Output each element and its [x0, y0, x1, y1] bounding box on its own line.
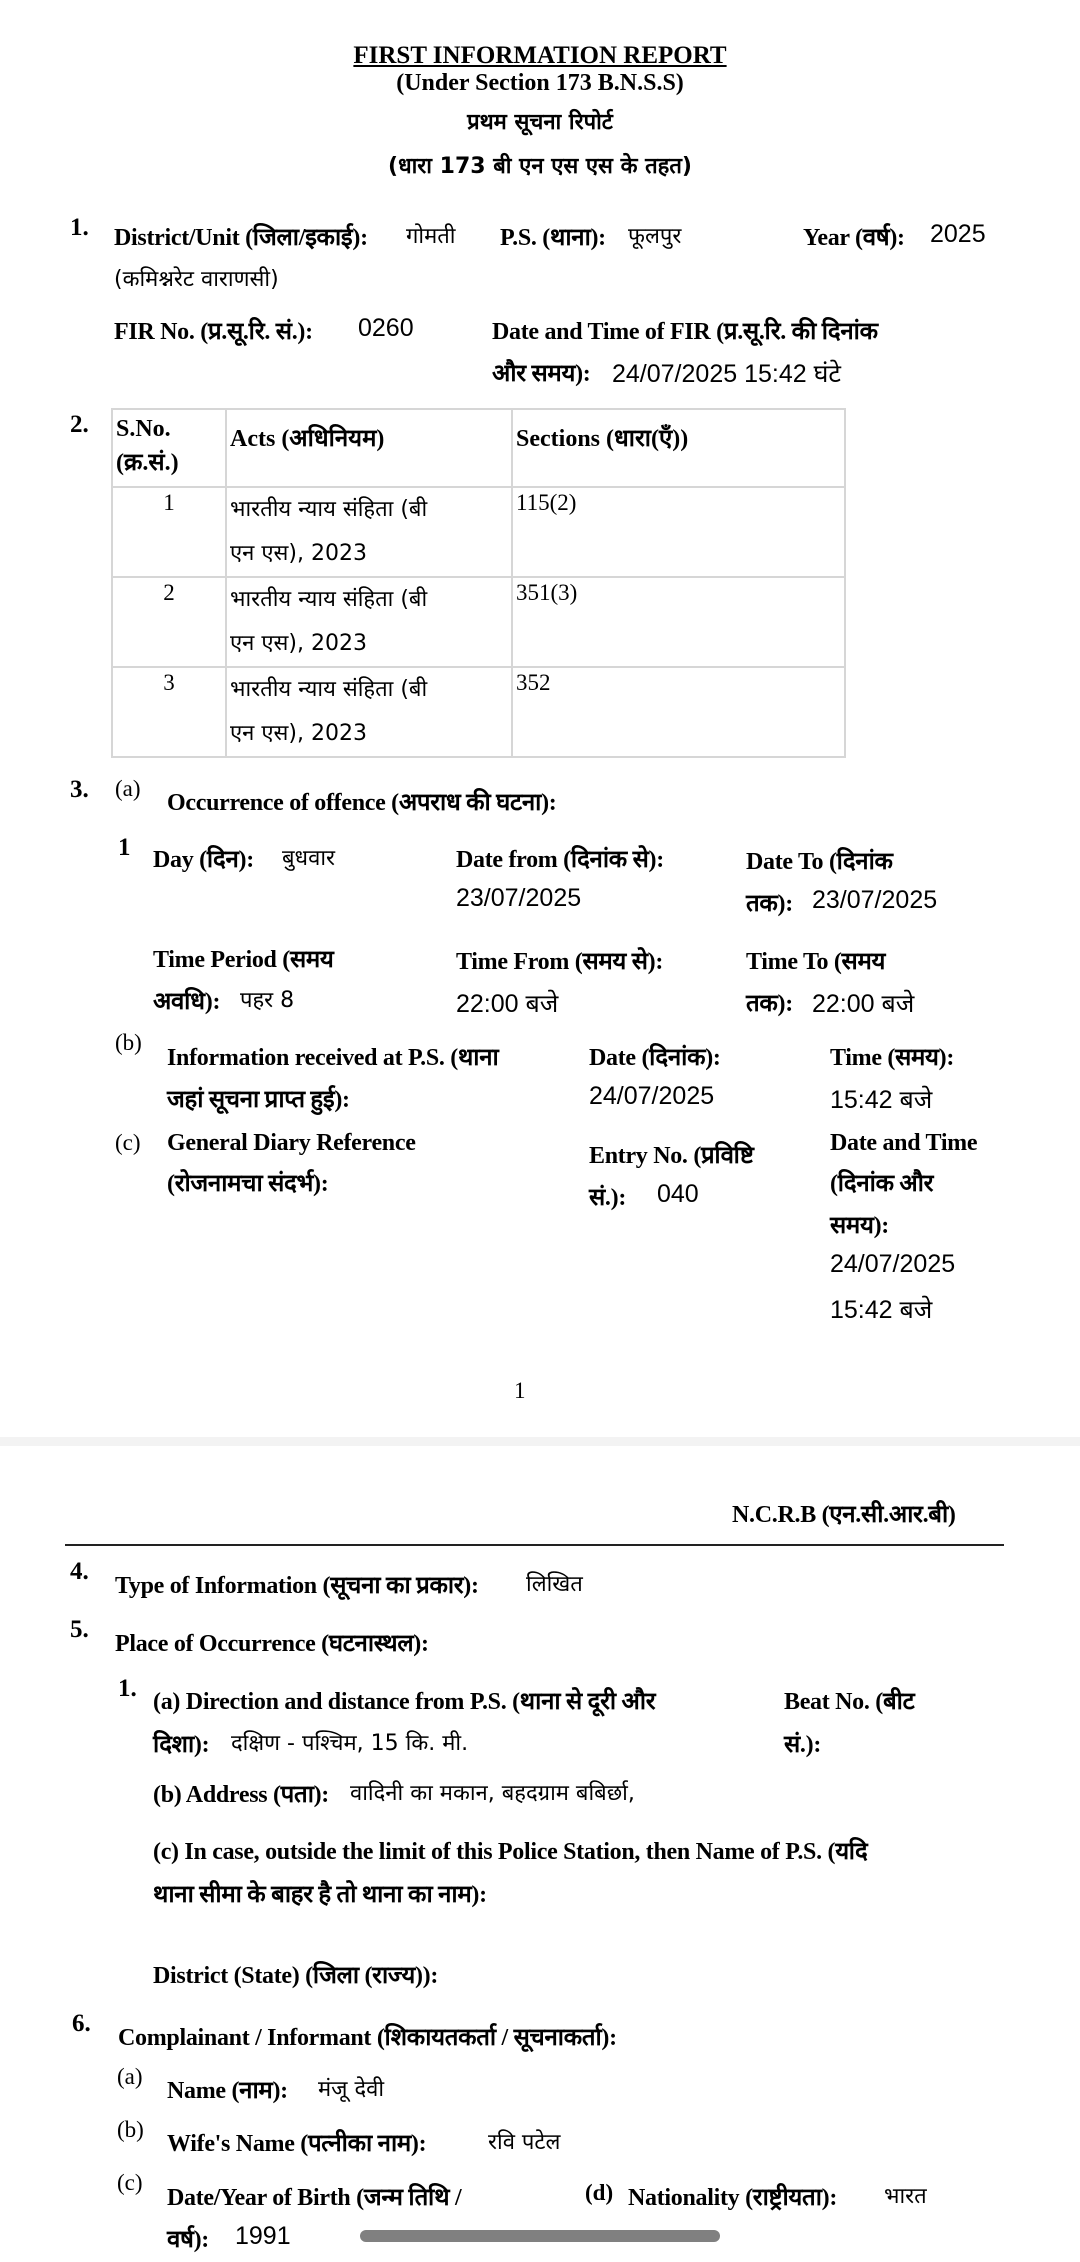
section-number: 5.: [70, 1616, 89, 1643]
row-sno: 2: [163, 580, 175, 605]
table-row: [112, 667, 845, 757]
district-value-line2: (कमिश्नरेट वाराणसी): [114, 267, 279, 292]
row-section: 115(2): [516, 490, 577, 515]
info-time-value: 15:42 बजे: [830, 1086, 933, 1114]
time-period-label-line2: अवधि):: [153, 989, 221, 1015]
occurrence-label: Occurrence of offence (अपराध की घटना):: [167, 790, 557, 816]
document-title: FIRST INFORMATION REPORT: [353, 42, 727, 69]
row-act: भारतीय न्याय संहिता (बी एन एस), 2023: [230, 497, 428, 566]
fir-no-label: FIR No. (प्र.सू.रि. सं.):: [114, 319, 313, 345]
page-number: 1: [514, 1378, 526, 1403]
gd-datetime-label: Date and Time: [830, 1130, 978, 1156]
row-section: 351(3): [516, 580, 578, 605]
page-break: [0, 1437, 1080, 1446]
dob-label-line2: वर्ष):: [167, 2227, 210, 2253]
document-title-hindi: प्रथम सूचना रिपोर्ट: [467, 110, 613, 135]
district-state-label: District (State) (जिला (राज्य)):: [153, 1963, 439, 1989]
acts-sections-table: [111, 408, 846, 758]
address-label: (b) Address (पता):: [153, 1782, 329, 1808]
address-value: वादिनी का मकान, बहदग्राम बबिर्छा,: [350, 1781, 635, 1806]
year-value: 2025: [930, 220, 986, 248]
document-subtitle-hindi: (धारा 173 बी एन एस एस के तहत): [388, 154, 692, 179]
section-number: 3.: [70, 776, 89, 803]
section-number: 6.: [72, 2010, 91, 2037]
date-from-label: Date from (दिनांक से):: [456, 847, 664, 873]
ps-label: P.S. (थाना):: [500, 225, 606, 251]
time-from-label: Time From (समय से):: [456, 949, 664, 975]
row-section: 352: [516, 670, 551, 695]
sub-marker-c: (c): [115, 1130, 141, 1155]
info-time-label: Time (समय):: [830, 1045, 955, 1071]
info-received-label: Information received at P.S. (थाना: [167, 1045, 499, 1071]
ps-value: फूलपुर: [628, 224, 682, 249]
wife-name-value: रवि पटेल: [488, 2130, 561, 2155]
time-to-label-line2: तक):: [746, 991, 793, 1017]
time-from-value: 22:00 बजे: [456, 990, 559, 1018]
direction-value: दक्षिण - पश्चिम, 15 कि. मी.: [231, 1731, 469, 1756]
column-header-sections: Sections (धारा(एँ)): [512, 409, 845, 487]
beat-no-label: Beat No. (बीट: [784, 1689, 915, 1715]
place-of-occurrence-label: Place of Occurrence (घटनास्थल):: [115, 1631, 429, 1657]
document-subtitle: (Under Section 173 B.N.S.S): [396, 70, 684, 96]
table-row: [112, 487, 845, 577]
district-value: गोमती: [406, 224, 456, 249]
sub-marker-a: (a): [115, 776, 141, 801]
column-header-acts: Acts (अधिनियम): [226, 409, 512, 487]
name-value: मंजू देवी: [318, 2077, 385, 2102]
time-to-label: Time To (समय: [746, 949, 886, 975]
dob-label: Date/Year of Birth (जन्म तिथि /: [167, 2185, 462, 2211]
dob-value: 1991: [235, 2222, 291, 2250]
day-value: बुधवार: [282, 846, 336, 871]
sub-marker-b: (b): [117, 2117, 144, 2142]
info-date-label: Date (दिनांक):: [589, 1045, 721, 1071]
gd-datetime-date: 24/07/2025: [830, 1250, 956, 1278]
row-act: भारतीय न्याय संहिता (बी एन एस), 2023: [230, 677, 428, 746]
time-period-value: पहर 8: [240, 988, 295, 1013]
day-label: Day (दिन):: [153, 847, 254, 873]
date-from-value: 23/07/2025: [456, 884, 582, 912]
info-type-label: Type of Information (सूचना का प्रकार):: [115, 1573, 479, 1599]
sub-marker-d: (d): [585, 2180, 614, 2205]
entry-no-value: 040: [657, 1180, 699, 1208]
gd-datetime-label-line3: समय):: [830, 1213, 889, 1239]
beat-no-label-line2: सं.):: [784, 1732, 822, 1758]
time-to-value: 22:00 बजे: [812, 990, 915, 1018]
nationality-label: Nationality (राष्ट्रीयता):: [628, 2185, 838, 2211]
entry-no-label-line2: सं.):: [589, 1185, 627, 1211]
item-number: 1: [118, 834, 131, 861]
fir-no-value: 0260: [358, 314, 414, 342]
fir-datetime-label-line2: और समय):: [492, 361, 591, 387]
outside-ps-label-line2: थाना सीमा के बाहर है तो थाना का नाम):: [153, 1882, 487, 1908]
sub-marker-c: (c): [117, 2170, 143, 2195]
direction-label: (a) Direction and distance from P.S. (थाना से दूरी और: [153, 1689, 656, 1715]
sub-marker-a: (a): [117, 2064, 143, 2089]
gd-reference-label-line2: (रोजनामचा संदर्भ):: [167, 1171, 329, 1197]
time-period-label: Time Period (समय: [153, 947, 334, 973]
info-received-label-line2: जहां सूचना प्राप्त हुई):: [167, 1087, 350, 1113]
row-sno: 3: [163, 670, 175, 695]
district-label: District/Unit (जिला/इकाई):: [114, 225, 368, 251]
section-number: 1.: [70, 214, 89, 241]
table-row: [112, 577, 845, 667]
date-to-value: 23/07/2025: [812, 886, 938, 914]
column-header-sno: S.No. (क्र.सं.): [112, 409, 226, 487]
sub-marker-b: (b): [115, 1030, 142, 1055]
home-indicator[interactable]: [360, 2230, 720, 2242]
info-date-value: 24/07/2025: [589, 1082, 715, 1110]
gd-datetime-time: 15:42 बजे: [830, 1296, 933, 1324]
header-divider: [65, 1544, 1004, 1546]
nationality-value: भारत: [884, 2184, 927, 2209]
gd-datetime-label-line2: (दिनांक और: [830, 1171, 934, 1197]
section-number: 4.: [70, 1558, 89, 1585]
outside-ps-label: (c) In case, outside the limit of this Police Station, then Name of P.S. (यदि: [153, 1839, 868, 1865]
year-label: Year (वर्ष):: [803, 225, 905, 251]
direction-label-line2: दिशा):: [153, 1732, 210, 1758]
row-act: भारतीय न्याय संहिता (बी एन एस), 2023: [230, 587, 428, 656]
item-number: 1.: [118, 1675, 137, 1702]
name-label: Name (नाम):: [167, 2078, 288, 2104]
date-to-label: Date To (दिनांक: [746, 849, 893, 875]
ncrb-header: N.C.R.B (एन.सी.आर.बी): [732, 1502, 956, 1528]
fir-datetime-label: Date and Time of FIR (प्र.सू.रि. की दिनांक: [492, 319, 878, 345]
fir-datetime-value: 24/07/2025 15:42 घंटे: [612, 360, 841, 388]
date-to-label-line2: तक):: [746, 891, 793, 917]
section-number: 2.: [70, 411, 89, 438]
complainant-label: Complainant / Informant (शिकायतकर्ता / सूचनाकर्ता):: [118, 2025, 617, 2051]
wife-name-label: Wife's Name (पत्नीका नाम):: [167, 2131, 427, 2157]
gd-reference-label: General Diary Reference: [167, 1130, 416, 1156]
row-sno: 1: [163, 490, 175, 515]
table-header-row: [112, 409, 845, 487]
entry-no-label: Entry No. (प्रविष्टि: [589, 1143, 754, 1169]
info-type-value: लिखित: [526, 1572, 583, 1597]
